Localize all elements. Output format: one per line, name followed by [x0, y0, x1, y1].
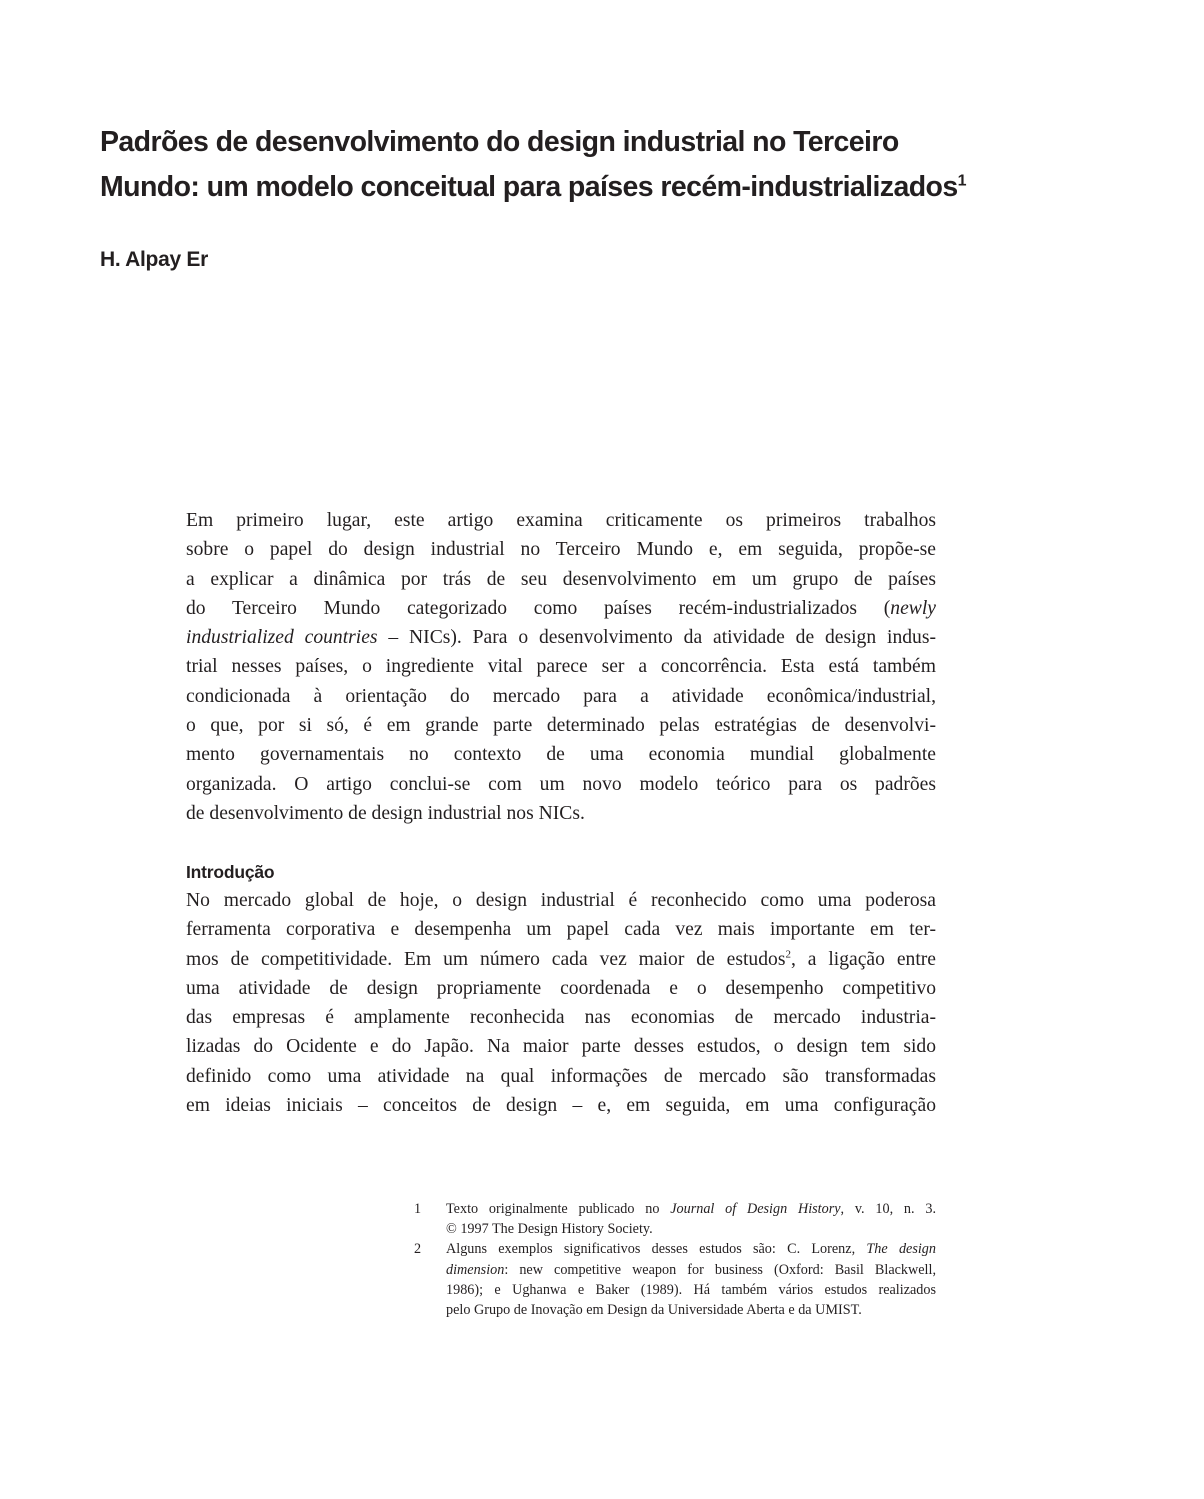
- introduction-paragraph: [186, 886, 936, 1120]
- title-line-2: [100, 165, 1000, 210]
- footnote-1: [414, 1199, 936, 1239]
- intro-line: ferramenta corporativa e desempenha um papel cada vez mais importante em ter-: [186, 919, 936, 941]
- footnote-line: [446, 1199, 936, 1219]
- intro-line: No mercado global de hoje, o design industrial é reconhecido como uma poderosa: [186, 890, 936, 911]
- footnote-text: Alguns exemplos significativos desses estudos são: C. Lorenz,: [446, 1241, 867, 1258]
- footnote-book-title: dimension: [446, 1261, 505, 1278]
- intro-line-text: , a ligação entre: [790, 948, 936, 970]
- intro-footnote-marker[interactable]: 2: [785, 948, 791, 961]
- footnotes: [414, 1199, 936, 1320]
- article-title: [100, 120, 1000, 210]
- footnote-text: , v. 10, n. 3.: [840, 1201, 937, 1217]
- abstract-line: [186, 594, 936, 623]
- section-heading-introduction: Introdução: [186, 862, 275, 882]
- footnote-book-title: The design: [866, 1241, 936, 1258]
- footnote-text: Texto originalmente publicado no: [446, 1201, 671, 1217]
- footnote-line: © 1997 The Design History Society.: [446, 1221, 653, 1238]
- abstract-italic-term: newly: [890, 597, 936, 619]
- footnote-text: : new competitive weapon for business (Oxford: Basil Blackwell,: [504, 1261, 936, 1278]
- abstract-line: de desenvolvimento de design industrial nos NICs.: [186, 802, 585, 824]
- title-footnote-marker[interactable]: 1: [957, 172, 967, 190]
- abstract-line: a explicar a dinâmica por trás de seu desenvolvimento em um grupo de países: [186, 568, 936, 590]
- footnote-number: 2: [414, 1241, 422, 1258]
- intro-line: das empresas é amplamente reconhecida nas economias de mercado industria-: [186, 1007, 936, 1029]
- intro-line: uma atividade de design propriamente coordenada e o desempenho competitivo: [186, 977, 936, 999]
- intro-line: definido como uma atividade na qual informações de mercado são transformadas: [186, 1065, 936, 1087]
- intro-line: [186, 945, 936, 974]
- footnote-line: pelo Grupo de Inovação em Design da Universidade Aberta e da UMIST.: [446, 1302, 862, 1319]
- author-name: H. Alpay Er: [100, 248, 208, 271]
- abstract-line-text: do Terceiro Mundo categorizado como países recém-industrializados (: [186, 597, 891, 619]
- abstract-line: [186, 623, 936, 652]
- footnote-line: 1986); e Ughanwa e Baker (1989). Há também vários estudos realizados: [446, 1281, 936, 1298]
- abstract-line-text: – NICs). Para o desenvolvimento da atividade de design indus-: [377, 627, 936, 649]
- footnote-2: [414, 1239, 936, 1320]
- abstract-line: Em primeiro lugar, este artigo examina criticamente os primeiros trabalhos: [186, 510, 936, 531]
- intro-line: em ideias iniciais – conceitos de design – e, em seguida, em uma configuração: [186, 1095, 936, 1117]
- intro-line-text: mos de competitividade. Em um número cada vez maior de estudos: [186, 948, 786, 970]
- footnote-number: 1: [414, 1201, 422, 1217]
- abstract-line: mento governamentais no contexto de uma economia mundial globalmente: [186, 744, 936, 766]
- abstract: [186, 506, 936, 828]
- intro-line: lizadas do Ocidente e do Japão. Na maior parte desses estudos, o design tem sido: [186, 1036, 936, 1058]
- abstract-line: o que, por si só, é em grande parte determinado pelas estratégias de desenvolvi-: [186, 715, 936, 737]
- footnote-line: [446, 1239, 936, 1259]
- abstract-line: organizada. O artigo conclui-se com um novo modelo teórico para os padrões: [186, 773, 936, 795]
- title-line-2-text: Mundo: um modelo conceitual para países recém-industrializados: [100, 171, 958, 203]
- footnote-line: [446, 1260, 936, 1280]
- abstract-line: sobre o papel do design industrial no Terceiro Mundo e, em seguida, propõe-se: [186, 539, 936, 561]
- abstract-line: trial nesses países, o ingrediente vital parece ser a concorrência. Esta está também: [186, 656, 936, 678]
- abstract-line: condicionada à orientação do mercado para a atividade econômica/industrial,: [186, 685, 936, 707]
- abstract-italic-term: industrialized countries: [186, 627, 378, 649]
- title-line-1: Padrões de desenvolvimento do design industrial no Terceiro: [100, 126, 899, 158]
- footnote-journal-title: Journal of Design History: [670, 1201, 841, 1217]
